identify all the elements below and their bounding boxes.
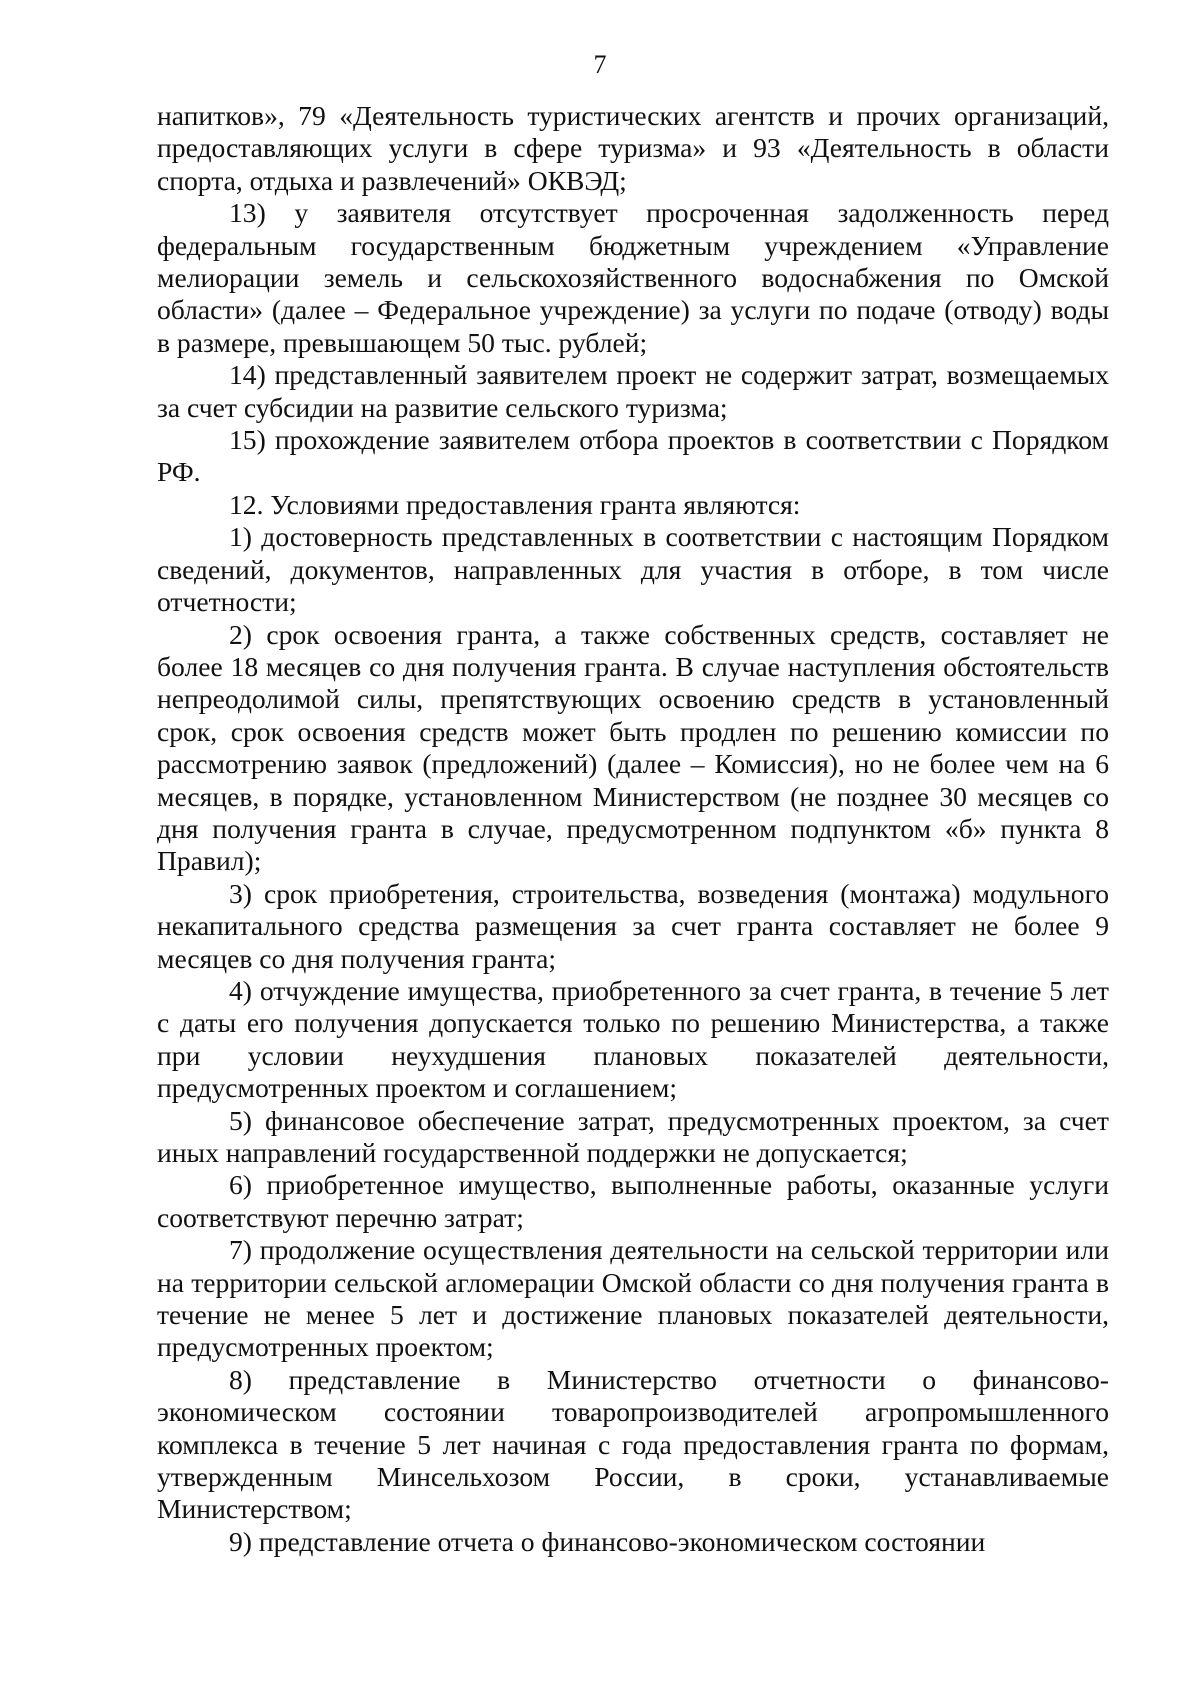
- page-number: 7: [593, 50, 607, 79]
- paragraph-continuation-okved: напитков», 79 «Деятельность туристических агентств и прочих организаций, предоставляющих услуги в сфере туризма» и 93 «Деятельность в области спорта, отдыха и развлечений» ОКВЭД;: [157, 100, 1109, 196]
- paragraph-condition-6: 6) приобретенное имущество, выполненные работы, оказанные услуги соответствуют перечню затрат;: [157, 1169, 1109, 1233]
- paragraph-condition-7: 7) продолжение осуществления деятельности на сельской территории или на территории сельской агломерации Омской области со дня получения гранта в течение не менее 5 лет и достижение плановых показателей деятельности, предусмотренных проектом;: [157, 1234, 1109, 1363]
- paragraph-item-14: 14) представленный заявителем проект не содержит затрат, возмещаемых за счет субсидии на развитие сельского туризма;: [157, 359, 1109, 423]
- paragraph-condition-4: 4) отчуждение имущества, приобретенного за счет гранта, в течение 5 лет с даты его получения допускается только по решению Министерства, а также при условии неухудшения плановых показателей деятельности, предусмотренных проектом и соглашением;: [157, 974, 1109, 1104]
- paragraph-condition-9: 9) представление отчета о финансово-экономическом состоянии: [229, 1525, 986, 1557]
- paragraph-condition-1: 1) достоверность представленных в соответствии с настоящим Порядком сведений, документов, направленных для участия в отборе, в том числе отчетности;: [157, 521, 1109, 618]
- paragraph-condition-8: 8) представление в Министерство отчетности о финансово-экономическом состоянии товаропроизводителей агропромышленного комплекса в течение 5 лет начиная с года предоставления гранта по формам, утвержденным Минсельхозом России, в сроки, устанавливаемые Министерством;: [157, 1363, 1109, 1525]
- paragraph-condition-2: 2) срок освоения гранта, а также собственных средств, составляет не более 18 месяцев со дня получения гранта. В случае наступления обстоятельств непреодолимой силы, препятствующих освоению средств в установленный срок, срок освоения средств может быть продлен по решению комиссии по рассмотрению заявок (предложений) (далее – Комиссия), но не более чем на 6 месяцев, в порядке, установленном Министерством (не позднее 30 месяцев со дня получения гранта в случае, предусмотренном подпунктом «б» пункта 8 Правил);: [157, 618, 1109, 877]
- section-heading-12: 12. Условиями предоставления гранта являются:: [229, 488, 801, 520]
- paragraph-item-13: 13) у заявителя отсутствует просроченная задолженность перед федеральным государственным бюджетным учреждением «Управление мелиорации земель и сельскохозяйственного водоснабжения по Омской области» (далее – Федеральное учреждение) за услуги по подаче (отводу) воды в размере, превышающем 50 тыс. рублей;: [157, 197, 1109, 358]
- paragraph-condition-5: 5) финансовое обеспечение затрат, предусмотренных проектом, за счет иных направлений государственной поддержки не допускается;: [157, 1104, 1109, 1168]
- paragraph-item-15: 15) прохождение заявителем отбора проектов в соответствии с Порядком РФ.: [157, 424, 1109, 488]
- document-body: [157, 100, 1109, 1558]
- paragraph-condition-3: 3) срок приобретения, строительства, возведения (монтажа) модульного некапитального средства размещения за счет гранта составляет не более 9 месяцев со дня получения гранта;: [157, 877, 1109, 974]
